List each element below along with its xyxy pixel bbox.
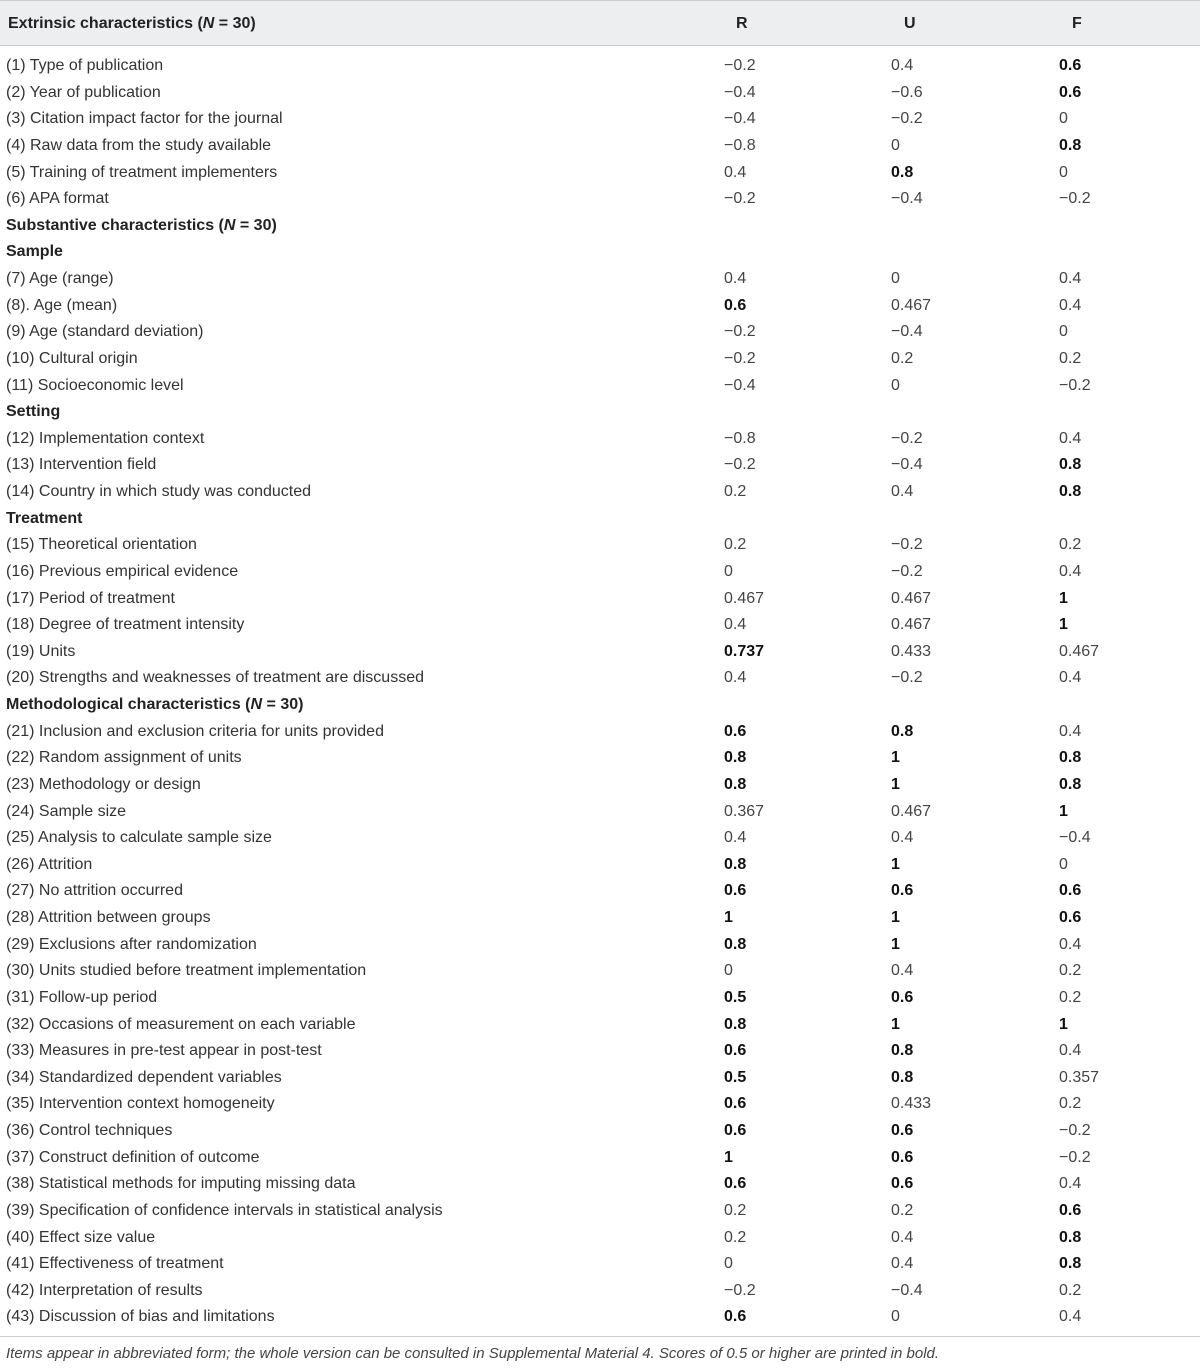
score-r: 0.467 <box>724 589 765 607</box>
score-f: 0.6 <box>1059 83 1082 101</box>
item-label: (1) Type of publication <box>6 57 164 74</box>
score-r: 0.4 <box>724 270 747 287</box>
score-f: −0.2 <box>1059 1148 1091 1166</box>
table-row <box>0 1225 1200 1252</box>
score-r: 0.6 <box>724 1308 747 1326</box>
item-label: (15) Theoretical orientation <box>6 536 197 554</box>
table-row <box>0 1198 1200 1225</box>
item-label: (7) Age (range) <box>6 270 114 287</box>
score-u: −0.4 <box>891 190 923 208</box>
score-f: 0.2 <box>1059 1095 1082 1113</box>
item-label: (40) Effect size value <box>6 1228 156 1246</box>
item-label: (41) Effectiveness of treatment <box>6 1255 224 1273</box>
section-title: Substantive characteristics (N = 30) <box>6 216 277 234</box>
score-f: −0.2 <box>1059 376 1091 394</box>
item-label: (12) Implementation context <box>6 429 205 447</box>
table-row <box>0 532 1200 559</box>
table-row <box>0 479 1200 506</box>
item-label: (2) Year of publication <box>6 83 161 101</box>
item-label: (38) Statistical methods for imputing missing data <box>6 1175 356 1193</box>
score-u: 0.467 <box>891 589 932 607</box>
score-f: 0.8 <box>1059 749 1082 767</box>
table-row <box>0 293 1200 320</box>
score-u: 0.6 <box>891 1148 914 1166</box>
score-r: 0.4 <box>724 616 747 634</box>
score-f: 0 <box>1059 163 1068 181</box>
section-title: Treatment <box>6 509 83 527</box>
table-row <box>0 80 1200 107</box>
table-row <box>0 612 1200 639</box>
item-label: (23) Methodology or design <box>6 775 201 793</box>
table-row <box>0 160 1200 187</box>
score-u: 0.4 <box>891 829 914 847</box>
item-label: (16) Previous empirical evidence <box>6 562 239 580</box>
table-row <box>0 745 1200 772</box>
score-f: 0.2 <box>1059 988 1082 1006</box>
item-label: (26) Attrition <box>6 855 93 873</box>
score-u: 0.6 <box>891 1175 914 1193</box>
score-f: 0.4 <box>1059 270 1082 287</box>
score-f: 0.4 <box>1059 1308 1082 1326</box>
score-r: 0 <box>724 562 733 580</box>
score-f: 0.4 <box>1059 429 1082 447</box>
score-r: 0.6 <box>724 1042 747 1060</box>
score-f: 0.6 <box>1059 882 1082 900</box>
score-f: 0.8 <box>1059 136 1082 154</box>
score-r: 0.8 <box>724 775 747 793</box>
table-row <box>0 586 1200 613</box>
item-label: (34) Standardized dependent variables <box>6 1068 282 1086</box>
score-u: 0 <box>891 136 900 154</box>
item-label: (13) Intervention field <box>6 456 157 474</box>
score-u: −0.4 <box>891 1281 923 1299</box>
score-r: −0.2 <box>724 190 756 208</box>
section-header-row <box>0 239 1200 266</box>
table-header <box>0 0 1200 46</box>
table-row <box>0 1278 1200 1305</box>
item-label: (29) Exclusions after randomization <box>6 935 257 953</box>
item-label: (37) Construct definition of outcome <box>6 1148 260 1166</box>
item-label: (30) Units studied before treatment implementation <box>6 962 367 980</box>
score-r: 0.2 <box>724 483 747 500</box>
item-label: (22) Random assignment of units <box>6 749 242 767</box>
score-f: 0.467 <box>1059 642 1100 660</box>
score-r: −0.8 <box>724 136 756 154</box>
score-u: 0.4 <box>891 1255 914 1273</box>
score-u: −0.4 <box>891 323 923 341</box>
table-row <box>0 186 1200 213</box>
item-label: (32) Occasions of measurement on each variable <box>6 1015 356 1033</box>
item-label: (43) Discussion of bias and limitations <box>6 1308 275 1326</box>
item-label: (39) Specification of confidence intervals in statistical analysis <box>6 1201 443 1219</box>
item-label: (3) Citation impact factor for the journal <box>6 110 283 128</box>
score-r: 0.8 <box>724 855 747 873</box>
score-r: 0.6 <box>724 722 747 740</box>
table-row <box>0 719 1200 746</box>
footer-divider <box>0 1336 1200 1337</box>
table-row <box>0 958 1200 985</box>
table-row <box>0 825 1200 852</box>
score-u: 0.4 <box>891 1228 914 1246</box>
score-u: −0.2 <box>891 110 923 128</box>
score-f: 0.6 <box>1059 909 1082 926</box>
table-row <box>0 1251 1200 1278</box>
score-f: 0.2 <box>1059 1281 1082 1299</box>
score-f: 0.4 <box>1059 562 1082 580</box>
score-r: −0.4 <box>724 110 756 128</box>
score-r: 0.4 <box>724 163 747 181</box>
score-u: 1 <box>891 855 900 873</box>
header-col-u: U <box>904 15 916 32</box>
score-r: 0.6 <box>724 296 747 314</box>
item-label: (4) Raw data from the study available <box>6 136 272 154</box>
score-u: 0.6 <box>891 1122 914 1139</box>
item-label: (33) Measures in pre-test appear in post-test <box>6 1042 322 1060</box>
score-r: 0.4 <box>724 829 747 847</box>
item-label: (36) Control techniques <box>6 1122 173 1139</box>
score-r: 0.6 <box>724 1122 747 1139</box>
score-u: 0.8 <box>891 1068 914 1086</box>
score-u: 0.2 <box>891 1201 914 1219</box>
table-row <box>0 932 1200 959</box>
item-label: (18) Degree of treatment intensity <box>6 616 245 634</box>
score-r: 0.5 <box>724 988 747 1006</box>
score-f: 1 <box>1059 616 1068 634</box>
item-label: (28) Attrition between groups <box>6 909 211 926</box>
score-f: 0.4 <box>1059 1175 1082 1193</box>
score-r: 1 <box>724 909 733 926</box>
score-r: 0 <box>724 962 733 980</box>
score-f: 0.4 <box>1059 935 1082 953</box>
table-row <box>0 106 1200 133</box>
item-label: (24) Sample size <box>6 802 127 820</box>
table-row <box>0 373 1200 400</box>
score-f: 0.4 <box>1059 296 1082 314</box>
score-u: 0 <box>891 376 900 394</box>
score-u: −0.2 <box>891 536 923 554</box>
item-label: (42) Interpretation of results <box>6 1281 203 1299</box>
header-extrinsic-characteristics: Extrinsic characteristics (N = 30) <box>8 15 256 32</box>
score-f: −0.2 <box>1059 1122 1091 1139</box>
score-u: 0.8 <box>891 163 914 181</box>
score-r: 0.8 <box>724 935 747 953</box>
score-r: 0.2 <box>724 1201 747 1219</box>
score-r: −0.2 <box>724 57 756 74</box>
score-u: 1 <box>891 749 900 767</box>
table-row <box>0 266 1200 293</box>
score-r: −0.2 <box>724 323 756 341</box>
score-u: 0.467 <box>891 616 932 634</box>
item-label: (19) Units <box>6 642 76 660</box>
section-header-row <box>0 692 1200 719</box>
score-f: −0.4 <box>1059 829 1091 847</box>
score-u: 0.6 <box>891 988 914 1006</box>
table-row <box>0 1091 1200 1118</box>
score-u: 0.8 <box>891 1042 914 1060</box>
section-header-row <box>0 506 1200 533</box>
item-label: (25) Analysis to calculate sample size <box>6 829 272 847</box>
score-f: 0.6 <box>1059 1201 1082 1219</box>
score-u: 1 <box>891 1015 900 1033</box>
score-r: −0.4 <box>724 83 756 101</box>
score-f: 1 <box>1059 589 1068 607</box>
score-f: 0.4 <box>1059 669 1082 687</box>
score-u: 0.467 <box>891 296 932 314</box>
table-row <box>0 319 1200 346</box>
score-r: 0.6 <box>724 1095 747 1113</box>
table-row <box>0 905 1200 932</box>
score-f: 0.357 <box>1059 1068 1100 1086</box>
score-f: 0.8 <box>1059 456 1082 474</box>
table-row <box>0 1145 1200 1172</box>
score-u: −0.2 <box>891 429 923 447</box>
score-r: 0.8 <box>724 1015 747 1033</box>
table-row <box>0 1065 1200 1092</box>
table-row <box>0 1304 1200 1331</box>
score-f: 0.8 <box>1059 1255 1082 1273</box>
score-r: −0.2 <box>724 456 756 474</box>
table-body <box>0 53 1200 1331</box>
score-r: −0.2 <box>724 349 756 367</box>
table-row <box>0 772 1200 799</box>
table-footnote: Items appear in abbreviated form; the whole version can be consulted in Supplemental Material 4. Scores of 0.5 or higher are printed in bold. <box>6 1345 940 1362</box>
table-row <box>0 1171 1200 1198</box>
score-u: −0.4 <box>891 456 923 474</box>
score-u: 0.4 <box>891 483 914 500</box>
score-r: 0.5 <box>724 1068 747 1086</box>
section-header-row <box>0 213 1200 240</box>
score-r: 0.4 <box>724 669 747 687</box>
table-row <box>0 53 1200 80</box>
table-row <box>0 133 1200 160</box>
item-label: (5) Training of treatment implementers <box>6 163 278 181</box>
score-f: 0.4 <box>1059 722 1082 740</box>
score-u: 0.4 <box>891 57 914 74</box>
section-title: Setting <box>6 403 61 421</box>
score-f: 0 <box>1059 110 1068 128</box>
score-u: −0.2 <box>891 562 923 580</box>
score-r: 0 <box>724 1255 733 1273</box>
table-row <box>0 1012 1200 1039</box>
score-u: 0.6 <box>891 882 914 900</box>
score-r: 0.6 <box>724 1175 747 1193</box>
score-u: 1 <box>891 775 900 793</box>
item-label: (17) Period of treatment <box>6 589 175 607</box>
table-row <box>0 1118 1200 1145</box>
table-row <box>0 985 1200 1012</box>
score-r: 0.8 <box>724 749 747 767</box>
table-row <box>0 426 1200 453</box>
score-r: 0.2 <box>724 536 747 554</box>
score-f: 0 <box>1059 855 1068 873</box>
score-f: 0.8 <box>1059 775 1082 793</box>
score-f: 0 <box>1059 323 1068 341</box>
score-f: 0.2 <box>1059 536 1082 554</box>
score-f: 0.2 <box>1059 349 1082 367</box>
score-u: 1 <box>891 935 900 953</box>
table-row <box>0 452 1200 479</box>
score-f: 0.4 <box>1059 1042 1082 1060</box>
score-f: −0.2 <box>1059 190 1091 208</box>
score-r: 1 <box>724 1148 733 1166</box>
item-label: (20) Strengths and weaknesses of treatment are discussed <box>6 669 424 687</box>
item-label: (6) APA format <box>6 190 109 208</box>
score-f: 1 <box>1059 802 1068 820</box>
score-r: 0.367 <box>724 802 765 820</box>
score-r: −0.8 <box>724 429 756 447</box>
table-row <box>0 799 1200 826</box>
score-u: 0.8 <box>891 722 914 740</box>
item-label: (31) Follow-up period <box>6 988 158 1006</box>
score-r: 0.6 <box>724 882 747 900</box>
score-u: 0.433 <box>891 642 932 660</box>
header-col-r: R <box>736 15 748 32</box>
table-row <box>0 665 1200 692</box>
table-row <box>0 878 1200 905</box>
score-f: 0.2 <box>1059 962 1082 980</box>
score-u: 0.467 <box>891 802 932 820</box>
item-label: (9) Age (standard deviation) <box>6 323 204 341</box>
score-u: −0.6 <box>891 83 923 101</box>
score-r: −0.2 <box>724 1281 756 1299</box>
item-label: (10) Cultural origin <box>6 349 138 367</box>
item-label: (14) Country in which study was conducted <box>6 483 312 500</box>
score-u: 0.4 <box>891 962 914 980</box>
score-r: −0.4 <box>724 376 756 394</box>
score-u: 0 <box>891 1308 900 1326</box>
score-u: 1 <box>891 909 900 926</box>
score-f: 0.8 <box>1059 483 1082 500</box>
score-u: 0.2 <box>891 349 914 367</box>
score-f: 0.6 <box>1059 57 1082 74</box>
item-label: (27) No attrition occurred <box>6 882 183 900</box>
table-row <box>0 1038 1200 1065</box>
score-f: 0.8 <box>1059 1228 1082 1246</box>
section-title: Methodological characteristics (N = 30) <box>6 696 304 713</box>
score-u: −0.2 <box>891 669 923 687</box>
table-row <box>0 559 1200 586</box>
item-label: (21) Inclusion and exclusion criteria for units provided <box>6 722 384 740</box>
item-label: (11) Socioeconomic level <box>6 376 184 394</box>
score-f: 1 <box>1059 1015 1068 1033</box>
item-label: (35) Intervention context homogeneity <box>6 1095 275 1113</box>
score-u: 0 <box>891 270 900 287</box>
table-row <box>0 639 1200 666</box>
item-label: (8). Age (mean) <box>6 296 118 314</box>
table-row <box>0 346 1200 373</box>
score-r: 0.737 <box>724 642 765 660</box>
score-u: 0.433 <box>891 1095 932 1113</box>
section-header-row <box>0 399 1200 426</box>
header-col-f: F <box>1072 15 1082 32</box>
section-title: Sample <box>6 243 63 261</box>
table-row <box>0 852 1200 879</box>
score-r: 0.2 <box>724 1228 747 1246</box>
